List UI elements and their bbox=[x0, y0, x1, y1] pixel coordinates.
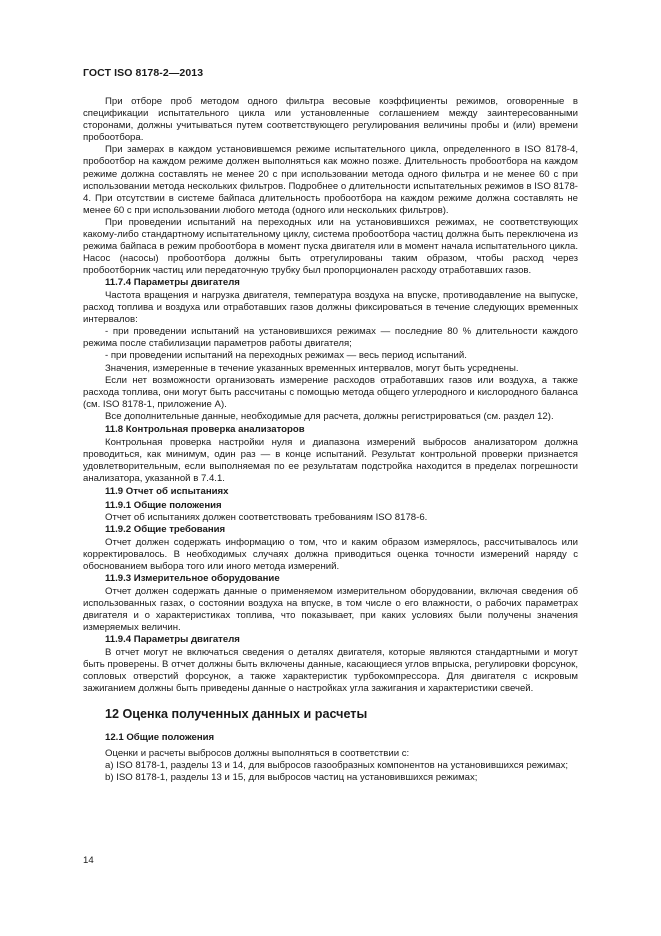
paragraph: В отчет могут не включаться сведения о деталях двигателя, которые являются стандартными и могут быть проверены. В отчет должны быть включены данные, касающиеся углов впрыска, регулировки форсунок, сопловых отверстий форсунок, а также характеристик турбокомпрессора. Для двигателя с искровым зажиганием должны быть приведены данные о настройках угла зажигания и характеристики свечей. bbox=[83, 646, 578, 694]
heading-11-9-4: 11.9.4 Параметры двигателя bbox=[105, 634, 240, 646]
heading-12-1: 12.1 Общие положения bbox=[105, 732, 215, 744]
heading-11-9: 11.9 Отчет об испытаниях bbox=[105, 486, 229, 497]
heading-11-8: 11.8 Контрольная проверка анализаторов bbox=[105, 424, 305, 436]
paragraph: Если нет возможности организовать измерение расходов отработавших газов или воздуха, а также расхода топлива, они могут быть рассчитаны с помощью метода общего углеродного и кислородного баланса (см. ISO 8178-1, приложение А). bbox=[83, 374, 578, 410]
paragraph: Значения, измеренные в течение указанных временных интервалов, могут быть усреднены. bbox=[105, 362, 519, 374]
heading-section-12: 12 Оценка полученных данных и расчеты bbox=[105, 707, 368, 722]
heading-11-9-2: 11.9.2 Общие требования bbox=[105, 524, 226, 536]
running-header: ГОСТ ISO 8178-2—2013 bbox=[83, 67, 204, 79]
paragraph: Контрольная проверка настройки нуля и диапазона измерений выбросов анализатором должна проводиться, как минимум, один раз — в конце испытаний. Результат контрольной проверки признается удовлетворительным, если выполняемая по ее результатам подстройка находится в пределах погрешности анализатора, указанной в 7.4.1. bbox=[83, 436, 578, 484]
list-item: - при проведении испытаний на переходных режимах — весь период испытаний. bbox=[105, 350, 467, 362]
list-item: b) ISO 8178-1, разделы 13 и 15, для выбросов частиц на установившихся режимах; bbox=[105, 772, 478, 784]
list-item: - при проведении испытаний на установившихся режимах — последние 80 % длительности каждого режима после стабилизации параметров работы двигателя; bbox=[83, 326, 578, 350]
paragraph: Отчет должен содержать информацию о том, что и каким образом измерялось, рассчитывалось или корректировалось. В необходимых случаях должна приводиться оценка точности измерений наряду с обоснованием выбора того или иного метода измерений. bbox=[83, 536, 578, 573]
paragraph: Все дополнительные данные, необходимые для расчета, должны регистрироваться (см. раздел 12). bbox=[105, 410, 554, 422]
page-number: 14 bbox=[83, 855, 94, 866]
heading-11-9-3: 11.9.3 Измерительное оборудование bbox=[105, 573, 280, 585]
paragraph: При отборе проб методом одного фильтра весовые коэффициенты режимов, оговоренные в спецификации испытательного цикла или установленные соглашением между заинтересованными сторонами, должны учитываться путем соответствующего регулирования величины пробы и (или) времени пробоотбора. bbox=[83, 96, 578, 144]
paragraph: При замерах в каждом установившемся режиме испытательного цикла, определенного в ISO 8178-4, пробоотбор на каждом режиме должен выполняться как можно позже. Длительность пробоотбора на каждом режиме должна составлять не менее 20 с при использовании метода одного фильтра и не менее 60 с при использовании метода нескольких фильтров. Подробнее о длительности испытательных режимов в ISO 8178-4. При отсутствии в системе байпаса длительность пробоотбора на каждом режиме должна составлять не менее 60 с при использовании любого метода (одного или нескольких фильтров). bbox=[83, 144, 578, 216]
paragraph: При проведении испытаний на переходных или на установившихся режимах, не соответствующих какому-либо стандартному испытательному циклу, система пробоотбора частиц должна быть переключена из режима байпаса в режим пробоотбора в момент пуска двигателя или в момент начала испытательного цикла. Насос (насосы) пробоотбора должны быть отрегулированы таким образом, чтобы расход через пробоотборник частиц или передаточную трубку был пропорционален расходу отработавших газов. bbox=[83, 216, 578, 277]
heading-11-7-4: 11.7.4 Параметры двигателя bbox=[105, 277, 240, 289]
page-content bbox=[83, 96, 578, 784]
heading-11-9-1: 11.9.1 Общие положения bbox=[105, 499, 222, 511]
paragraph: Оценки и расчеты выбросов должны выполняться в соответствии с: bbox=[105, 748, 410, 760]
list-item: a) ISO 8178-1, разделы 13 и 14, для выбросов газообразных компонентов на установившихся режимах; bbox=[105, 760, 569, 772]
paragraph: Частота вращения и нагрузка двигателя, температура воздуха на впуске, противодавление на выпуске, расход топлива и воздуха или отработавших газов должны фиксироваться в течение следующих временных интервалов: bbox=[83, 290, 578, 326]
paragraph: Отчет об испытаниях должен соответствовать требованиям ISO 8178-6. bbox=[105, 512, 428, 524]
paragraph: Отчет должен содержать данные о применяемом измерительном оборудовании, включая сведения об использованных газах, о состоянии воздуха на впуске, в том числе о его влажности, о рабочих параметрах двигателя и о характеристиках топлива, что показывает, при каких условиях были получены значения измеряемых величин. bbox=[83, 585, 578, 634]
